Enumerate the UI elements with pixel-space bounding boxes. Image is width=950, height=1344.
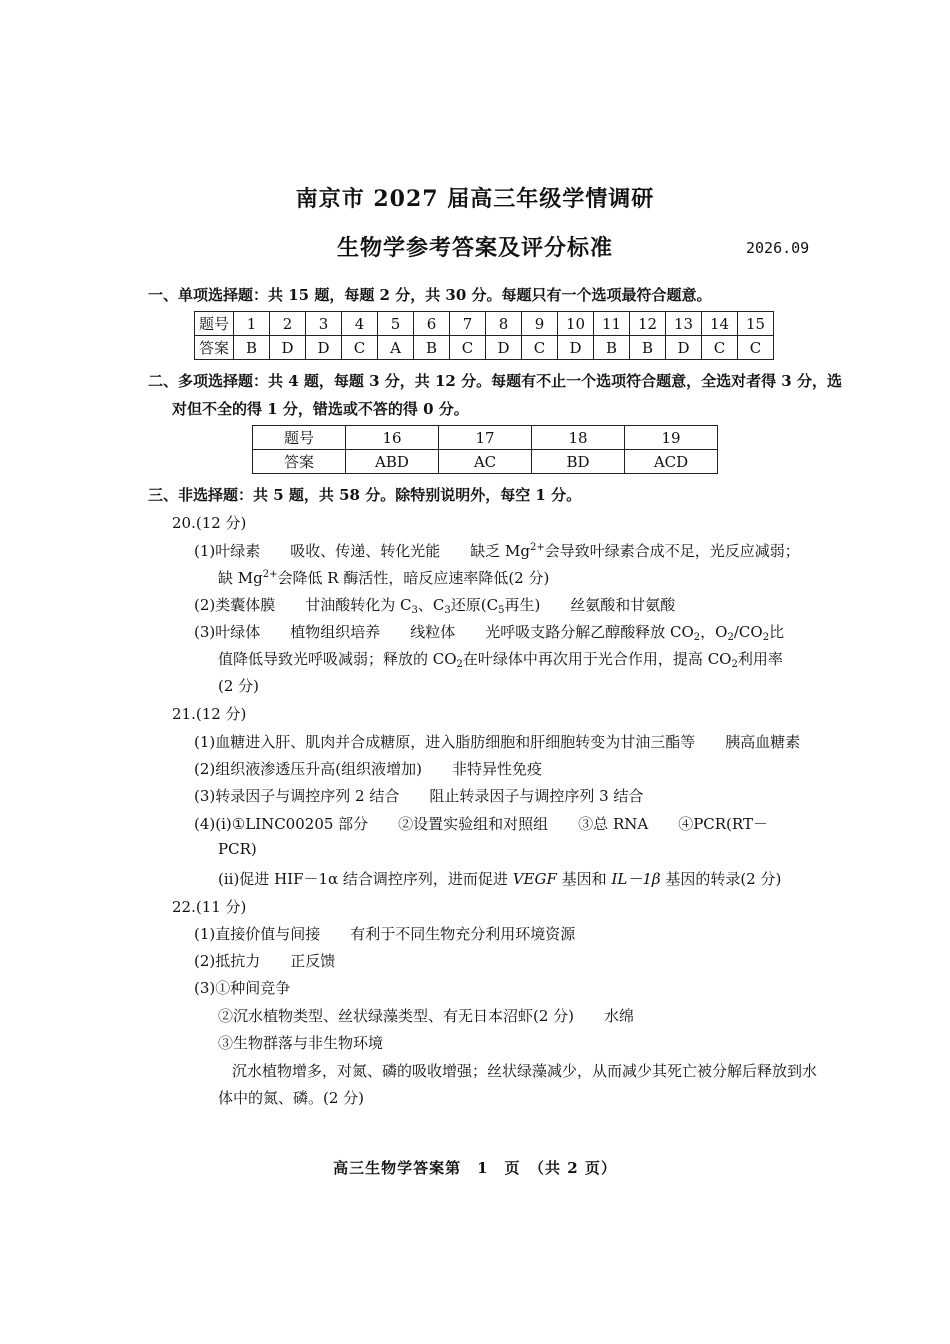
question-number: 18 (532, 426, 625, 450)
q22-line7: 体中的氮、磷。(2 分) (218, 1089, 365, 1107)
q21-line6: (ii)促进 HIF－1α 结合调控序列，进而促进 VEGF 基因和 IL－1β 基因的转录(2 分) (218, 870, 782, 888)
multiple-choice-answer-table (252, 425, 718, 474)
answer-cell: A (378, 336, 414, 360)
answer-cell: C (522, 336, 558, 360)
q22-line4: ②沉水植物类型、丝状绿藻类型、有无日本沼虾(2 分) 水绵 (218, 1007, 635, 1025)
question-number: 12 (630, 312, 666, 336)
question-number: 15 (738, 312, 774, 336)
question-number: 6 (414, 312, 450, 336)
q21-line2: (2)组织液渗透压升高(组织液增加) 非特异性免疫 (194, 760, 542, 778)
answer-cell: D (558, 336, 594, 360)
single-choice-answer-table (194, 311, 774, 360)
section2-heading-line1: 二、多项选择题：共 4 题，每题 3 分，共 12 分。每题有不止一个选项符合题意，全选对者得 3 分，选 (148, 372, 842, 390)
q22-line6: 沉水植物增多，对氮、磷的吸收增强；丝状绿藻减少，从而减少其死亡被分解后释放到水 (232, 1062, 818, 1080)
q20-title: 20.(12 分) (172, 514, 247, 532)
q21-line4: (4)(i)①LINC00205 部分 ②设置实验组和对照组 ③总 RNA ④PCR(RT－ (194, 815, 768, 833)
q22-line1: (1)直接价值与间接 有利于不同生物充分利用环境资源 (194, 925, 576, 943)
question-number: 17 (439, 426, 532, 450)
q22-line2: (2)抵抗力 正反馈 (194, 952, 336, 970)
q21-title: 21.(12 分) (172, 705, 247, 723)
question-number: 10 (558, 312, 594, 336)
question-number: 14 (702, 312, 738, 336)
question-number: 13 (666, 312, 702, 336)
q21-line1: (1)血糖进入肝、肌肉并合成糖原，进入脂肪细胞和肝细胞转变为甘油三酯等 胰高血糖素 (194, 733, 801, 751)
question-number: 2 (270, 312, 306, 336)
question-number: 19 (625, 426, 718, 450)
answer-cell: D (486, 336, 522, 360)
answer-cell: ABD (346, 450, 439, 474)
answer-cell: B (594, 336, 630, 360)
page-footer: 高三生物学答案第 1 页 （共 2 页） (333, 1159, 617, 1177)
answer-cell: AC (439, 450, 532, 474)
answer-cell: D (270, 336, 306, 360)
answer-cell: ACD (625, 450, 718, 474)
q22-line5: ③生物群落与非生物环境 (218, 1034, 384, 1052)
answer-cell: B (630, 336, 666, 360)
question-number: 8 (486, 312, 522, 336)
row-label-answer: 答案 (253, 450, 346, 474)
answer-cell: D (306, 336, 342, 360)
q20-line6: (2 分) (218, 677, 260, 695)
q20-line4: (3)叶绿体 植物组织培养 线粒体 光呼吸支路分解乙醇酸释放 $CO_2$，$O_2/CO_2$比 (194, 623, 785, 643)
q20-line5: 值降低导致光呼吸减弱；释放的 $CO_2$在叶绿体中再次用于光合作用，提高 $CO_2$利用率 (218, 650, 783, 670)
answer-cell: B (414, 336, 450, 360)
answer-cell: C (702, 336, 738, 360)
answer-cell: B (234, 336, 270, 360)
answer-cell: C (738, 336, 774, 360)
answer-cell: BD (532, 450, 625, 474)
row-label-question: 题号 (253, 426, 346, 450)
section2-heading-line2: 对但不全的得 1 分，错选或不答的得 0 分。 (172, 400, 469, 418)
section3-heading: 三、非选择题：共 5 题，共 58 分。除特别说明外，每空 1 分。 (148, 486, 582, 504)
answer-cell: D (666, 336, 702, 360)
row-label-answer: 答案 (195, 336, 234, 360)
q20-line1: (1)叶绿素 吸收、传递、转化光能 缺乏 $Mg^{2+}$会导致叶绿素合成不足，光反应减弱； (194, 542, 800, 560)
row-label-question: 题号 (195, 312, 234, 336)
question-number: 16 (346, 426, 439, 450)
document-title: 南京市 2027 届高三年级学情调研 (295, 186, 655, 212)
question-number: 11 (594, 312, 630, 336)
q22-title: 22.(11 分) (172, 898, 247, 916)
document-subtitle: 生物学参考答案及评分标准 (336, 235, 613, 261)
table-row (253, 450, 718, 474)
table-row (195, 312, 774, 336)
table-row (195, 336, 774, 360)
section1-heading: 一、单项选择题：共 15 题，每题 2 分，共 30 分。每题只有一个选项最符合题意。 (148, 286, 712, 304)
q21-line3: (3)转录因子与调控序列 2 结合 阻止转录因子与调控序列 3 结合 (194, 787, 644, 805)
q21-line5: PCR) (218, 840, 257, 858)
table-row (253, 426, 718, 450)
document-date: 2026.09 (746, 239, 810, 257)
question-number: 5 (378, 312, 414, 336)
answer-cell: C (342, 336, 378, 360)
question-number: 1 (234, 312, 270, 336)
q20-line3: (2)类囊体膜 甘油酸转化为 $C_3$、$C_3$还原($C_5$再生) 丝氨酸和甘氨酸 (194, 596, 676, 616)
answer-cell: C (450, 336, 486, 360)
question-number: 3 (306, 312, 342, 336)
q20-line2: 缺 $Mg^{2+}$会降低 R 酶活性，暗反应速率降低(2 分) (218, 569, 550, 587)
question-number: 4 (342, 312, 378, 336)
question-number: 7 (450, 312, 486, 336)
q22-line3: (3)①种间竞争 (194, 979, 291, 997)
question-number: 9 (522, 312, 558, 336)
